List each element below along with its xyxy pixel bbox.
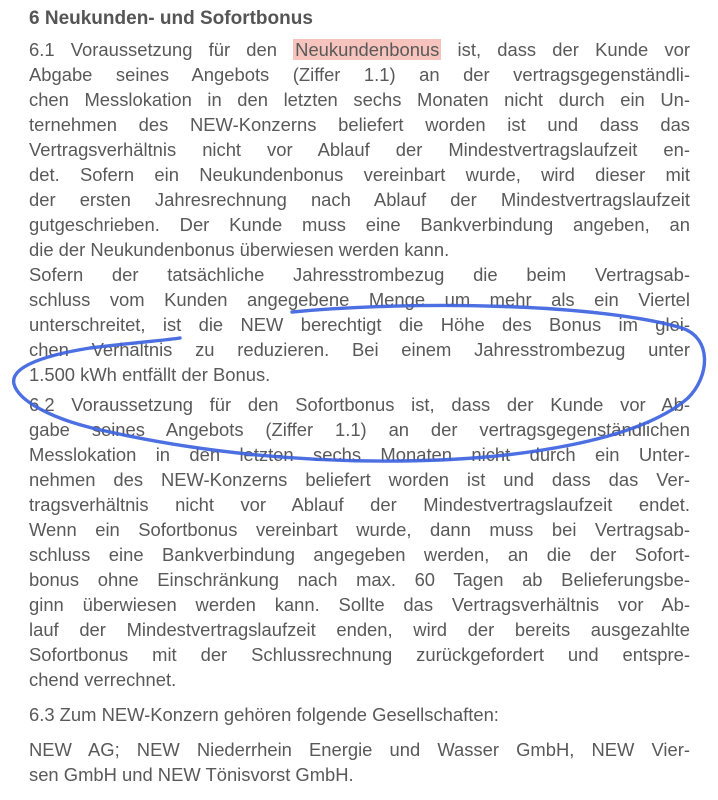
paragraph-line: Messlokation in den letzten sechs Monaten nicht durch ein Unter- — [29, 444, 690, 465]
paragraph-line: lauf der Mindestvertragslaufzeit enden, wird der bereits ausgezahlte — [29, 619, 690, 640]
paragraph-line: chend verrechnet. — [29, 669, 177, 690]
paragraph-line: bonus ohne Einschränkung nach max. 60 Tagen ab Belieferungsbe- — [29, 569, 690, 590]
paragraph-line: schluss vom Kunden angegebene Menge um mehr als ein Viertel — [29, 289, 690, 310]
paragraph-line: tragsverhältnis nicht vor Ablauf der Mindestvertragslaufzeit endet. — [29, 494, 690, 515]
text-span: 6.1 Voraussetzung für den — [29, 39, 294, 60]
paragraph-line: 6.2 Voraussetzung für den Sofortbonus ist, dass der Kunde vor Ab- — [29, 394, 690, 415]
paragraph-line: nehmen des NEW-Konzerns beliefert worden ist und dass das Ver- — [29, 469, 690, 490]
paragraph-line: Wenn ein Sofortbonus vereinbart wurde, dann muss bei Vertragsab- — [29, 519, 690, 540]
paragraph-line: chen Verhältnis zu reduzieren. Bei einem Jahresstrombezug unter — [29, 339, 690, 360]
paragraph-line: 6.3 Zum NEW-Konzern gehören folgende Gesellschaften: — [29, 704, 499, 725]
paragraph-line: gutgeschrieben. Der Kunde muss eine Bankverbindung angeben, an — [29, 214, 690, 235]
text-span: ist, dass der Kunde vor — [441, 39, 690, 60]
paragraph-line: der ersten Jahresrechnung nach Ablauf der Mindestvertragslaufzeit — [29, 189, 690, 210]
paragraph-line: Abgabe seines Angebots (Ziffer 1.1) an der vertragsgegenständli- — [29, 64, 690, 85]
paragraph-line: Sofortbonus mit der Schlussrechnung zurückgefordert und entspre- — [29, 644, 690, 665]
paragraph-line: schluss eine Bankverbindung angegeben werden, an die der Sofort- — [29, 544, 690, 565]
paragraph-line: 1.500 kWh entfällt der Bonus. — [29, 364, 271, 385]
paragraph-line: unterschreitet, ist die NEW berechtigt die Höhe des Bonus im glei- — [29, 314, 690, 335]
paragraph-line — [29, 38, 690, 62]
paragraph-line: ternehmen des NEW-Konzerns beliefert worden ist und dass das — [29, 114, 690, 135]
paragraph-line: die der Neukundenbonus überwiesen werden kann. — [29, 239, 450, 260]
paragraph-line: NEW AG; NEW Niederrhein Energie und Wasser GmbH, NEW Vier- — [29, 739, 690, 760]
paragraph-line: gabe seines Angebots (Ziffer 1.1) an der vertragsgegenständlichen — [29, 419, 690, 440]
section-heading: 6 Neukunden- und Sofortbonus — [29, 8, 313, 29]
paragraph-line: det. Sofern ein Neukundenbonus vereinbart wurde, wird dieser mit — [29, 164, 690, 185]
paragraph-line: chen Messlokation in den letzten sechs Monaten nicht durch ein Un- — [29, 89, 690, 110]
paragraph-line: Vertragsverhältnis nicht vor Ablauf der Mindestvertragslaufzeit en- — [29, 139, 690, 160]
highlighted-term: Neukundenbonus — [295, 39, 440, 60]
paragraph-line: Sofern der tatsächliche Jahresstrombezug die beim Vertragsab- — [29, 264, 690, 285]
paragraph-line: sen GmbH und NEW Tönisvorst GmbH. — [29, 764, 354, 785]
paragraph-line: ginn überwiesen werden kann. Sollte das Vertragsverhältnis vor Ab- — [29, 594, 690, 615]
